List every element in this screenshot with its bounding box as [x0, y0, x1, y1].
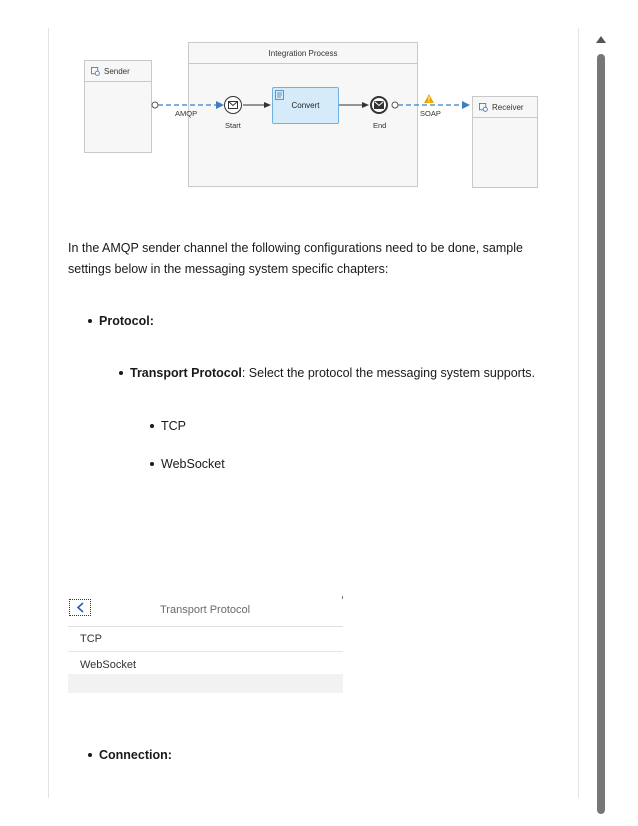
back-button[interactable] — [69, 599, 91, 616]
picker-footer — [68, 674, 343, 693]
flow-arrowhead — [362, 102, 369, 108]
receiver-label: Receiver — [492, 102, 524, 112]
sender-channel-origin — [152, 102, 158, 108]
end-event — [370, 96, 388, 114]
flow-arrowhead — [264, 102, 271, 108]
end-label: End — [373, 121, 387, 130]
transport-protocol-picker — [68, 596, 343, 693]
bullet-dot — [88, 753, 92, 757]
scrollbar-thumb[interactable] — [597, 54, 605, 814]
list-item-protocol — [88, 314, 154, 328]
transport-protocol-description: : Select the protocol the messaging system supports. — [241, 366, 536, 380]
receiver-channel-origin — [392, 102, 398, 108]
integration-process-label: Integration Process — [268, 48, 338, 58]
sender-label: Sender — [104, 66, 130, 76]
warning-icon — [424, 94, 434, 103]
picker-option-label: WebSocket — [80, 658, 137, 671]
transport-protocol-term: Transport Protocol — [130, 366, 242, 380]
amqp-arrowhead — [216, 101, 224, 109]
bullet-dot — [119, 371, 123, 375]
bullet-dot — [88, 319, 92, 323]
list-item-tcp — [150, 419, 186, 433]
picker-option-tcp[interactable] — [68, 626, 343, 652]
bullet-dot — [150, 462, 154, 466]
picker-title: Transport Protocol — [160, 604, 251, 616]
soap-label: SOAP — [420, 109, 441, 118]
content-border-right — [578, 28, 579, 798]
panel-edge-mark — [342, 596, 343, 599]
envelope-filled-icon — [374, 101, 384, 109]
chevron-left-icon — [76, 602, 85, 613]
picker-header — [68, 596, 343, 627]
list-item-connection — [88, 748, 172, 762]
soap-arrowhead — [462, 101, 470, 109]
scroll-up-arrow-icon[interactable] — [596, 36, 606, 43]
convert-label: Convert — [291, 101, 320, 110]
list-item-transport-protocol — [119, 366, 535, 380]
intro-paragraph: In the AMQP sender channel the following configurations need to be done, sample settings below in the messaging system specific chapters: — [68, 241, 523, 276]
bullet-dot — [150, 424, 154, 428]
websocket-option-text: WebSocket — [161, 457, 225, 471]
script-icon — [275, 90, 285, 100]
start-event — [224, 96, 242, 114]
picker-option-label: TCP — [80, 632, 102, 645]
connection-heading: Connection: — [99, 748, 172, 762]
tcp-option-text: TCP — [161, 419, 186, 433]
integration-flow-diagram — [0, 0, 578, 200]
list-item-websocket — [150, 457, 225, 471]
envelope-icon — [228, 101, 238, 109]
amqp-label: AMQP — [175, 109, 198, 118]
protocol-heading: Protocol: — [99, 314, 154, 328]
convert-task — [272, 87, 339, 124]
start-label: Start — [225, 121, 241, 130]
